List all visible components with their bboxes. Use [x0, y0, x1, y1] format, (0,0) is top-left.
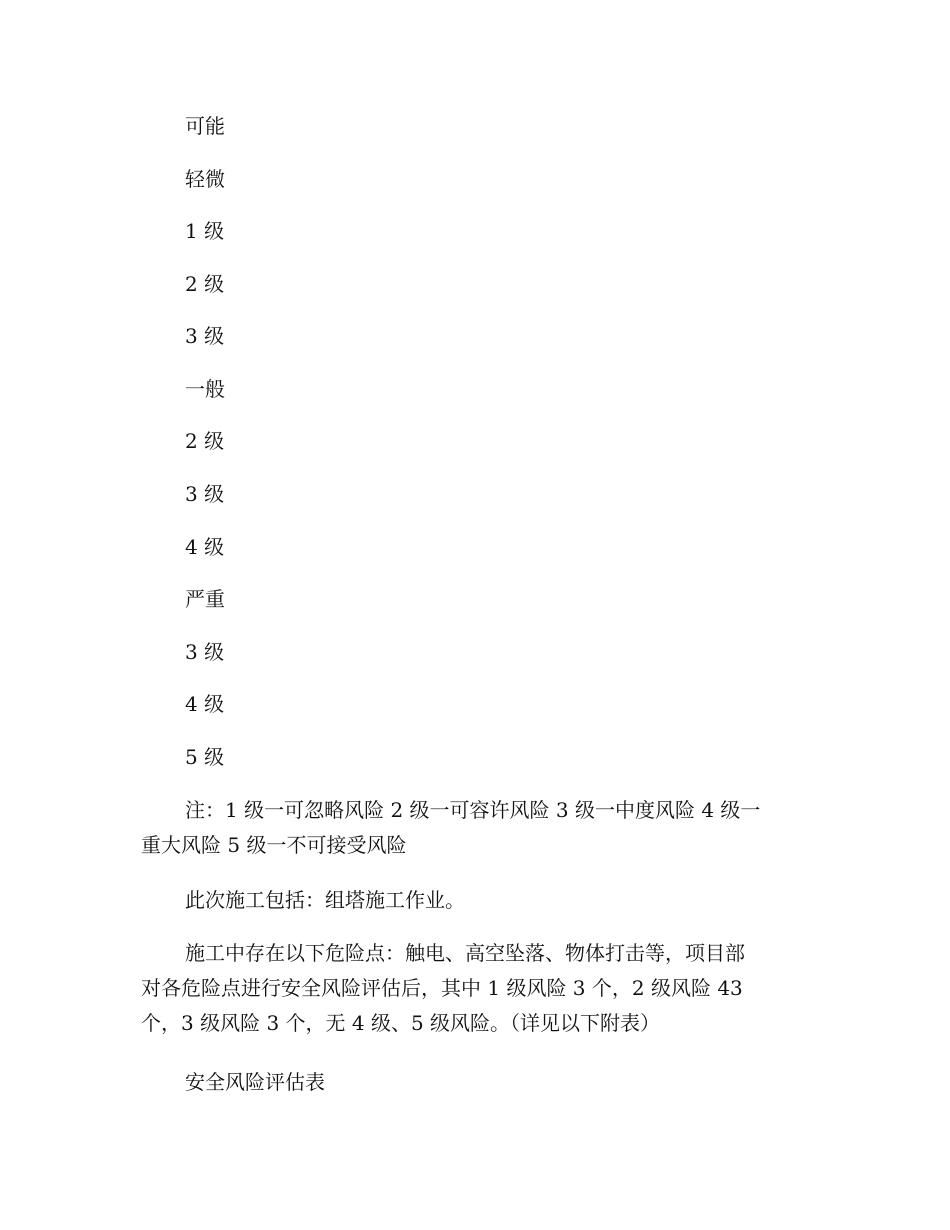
note-line: 重大风险 5 级一不可接受风险: [141, 833, 407, 857]
matrix-line-level: 2 级: [185, 429, 225, 453]
matrix-line-level: 4 级: [185, 692, 225, 716]
hazards-line: 施工中存在以下危险点：触电、高空坠落、物体打击等，项目部: [185, 941, 745, 965]
scope-line: 此次施工包括：组塔施工作业。: [185, 888, 465, 912]
matrix-line-severe: 严重: [185, 587, 225, 611]
hazards-line: 个，3 级风险 3 个，无 4 级、5 级风险。（详见以下附表）: [141, 1011, 661, 1035]
matrix-line-possible: 可能: [185, 114, 225, 138]
matrix-line-level: 2 级: [185, 272, 225, 296]
matrix-line-level: 1 级: [185, 219, 225, 243]
note-paragraph: [141, 793, 806, 863]
matrix-line-level: 4 级: [185, 535, 225, 559]
matrix-line-minor: 轻微: [185, 167, 225, 191]
matrix-line-general: 一般: [185, 377, 225, 401]
scope-paragraph: [141, 883, 806, 918]
matrix-line-level: 3 级: [185, 482, 225, 506]
hazards-line: 对各危险点进行安全风险评估后，其中 1 级风险 3 个，2 级风险 43: [141, 976, 743, 1000]
matrix-line-level: 5 级: [185, 745, 225, 769]
matrix-line-level: 3 级: [185, 640, 225, 664]
matrix-line-level: 3 级: [185, 324, 225, 348]
table-title: 安全风险评估表: [185, 1070, 325, 1094]
hazards-paragraph: [141, 936, 806, 1041]
note-line: 注：1 级一可忽略风险 2 级一可容许风险 3 级一中度风险 4 级一: [185, 798, 761, 822]
